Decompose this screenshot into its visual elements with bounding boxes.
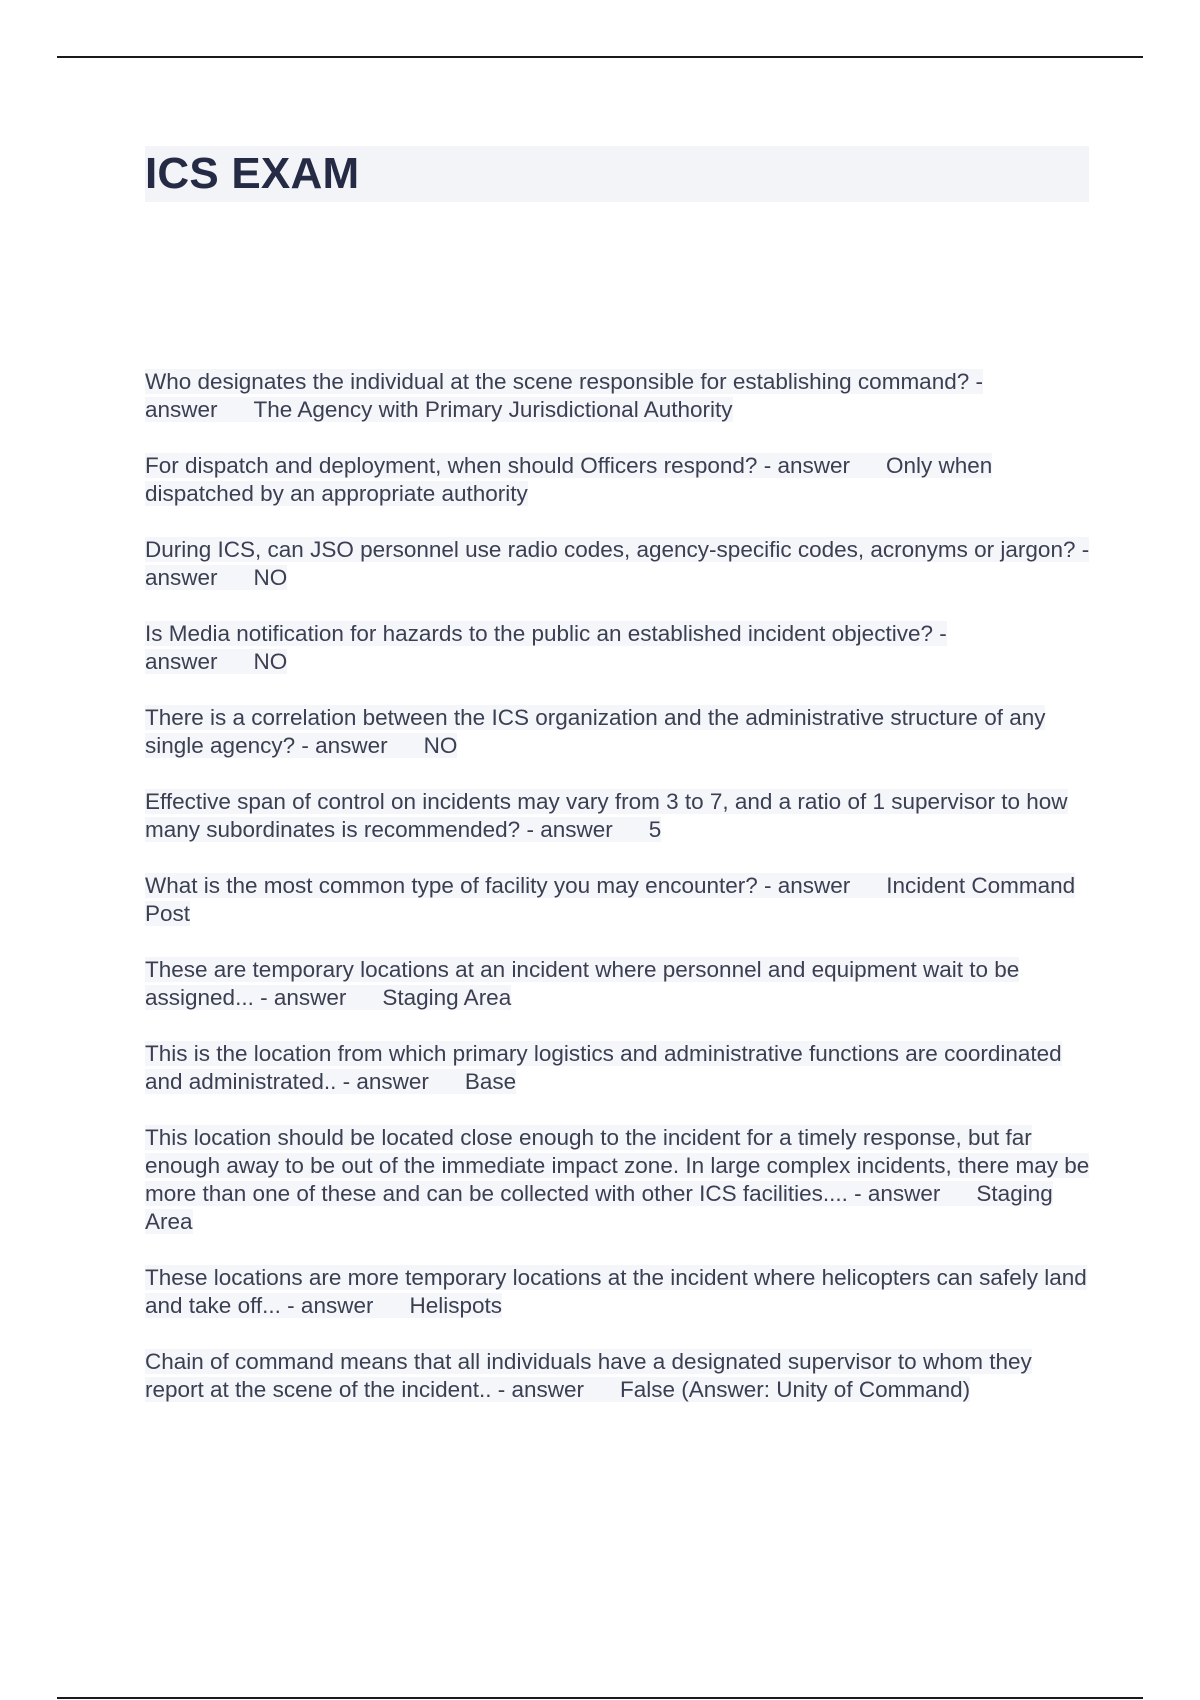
question-text: What is the most common type of facility you may encounter? - answer xyxy=(145,873,851,898)
top-rule xyxy=(57,56,1143,58)
question-text: This location should be located close enough to the incident for a timely response, but far enough away to be out of the immediate impact zone. In large complex incidents, there may be more than one of these and can be collected with other ICS facilities.... - answer xyxy=(145,1125,1090,1206)
question-text: Is Media notification for hazards to the public an established incident objective? - answer xyxy=(145,621,947,674)
qa-item xyxy=(145,1264,1095,1320)
qa-item xyxy=(145,452,1095,508)
answer-text: The Agency with Primary Jurisdictional Authority xyxy=(218,397,733,422)
answer-text: Base xyxy=(429,1069,516,1094)
qa-item xyxy=(145,1040,1095,1096)
answer-text: Only when dispatched by an appropriate authority xyxy=(145,453,993,506)
question-text: For dispatch and deployment, when should Officers respond? - answer xyxy=(145,453,850,478)
answer-text: 5 xyxy=(613,817,662,842)
qa-item xyxy=(145,536,1095,592)
qa-item xyxy=(145,1348,1095,1404)
qa-item xyxy=(145,788,1095,844)
answer-text: Helispots xyxy=(373,1293,502,1318)
answer-text: NO xyxy=(218,649,288,674)
qa-item xyxy=(145,620,1095,676)
answer-text: Staging Area xyxy=(346,985,511,1010)
question-text: These are temporary locations at an incident where personnel and equipment wait to be assigned... - answer xyxy=(145,957,1020,1010)
question-text: Who designates the individual at the scene responsible for establishing command? - answer xyxy=(145,369,983,422)
answer-text: NO xyxy=(388,733,458,758)
question-text: During ICS, can JSO personnel use radio codes, agency-specific codes, acronyms or jargon? - answer xyxy=(145,537,1090,590)
qa-item xyxy=(145,872,1095,928)
answer-text: NO xyxy=(218,565,288,590)
question-text: These locations are more temporary locations at the incident where helicopters can safely land and take off... - answer xyxy=(145,1265,1087,1318)
qa-item xyxy=(145,704,1095,760)
answer-text: Staging Area xyxy=(145,1181,1053,1234)
question-text: Effective span of control on incidents may vary from 3 to 7, and a ratio of 1 supervisor to how many subordinates is recommended? - answer xyxy=(145,789,1068,842)
qa-item xyxy=(145,956,1095,1012)
qa-item xyxy=(145,1124,1095,1236)
question-text: Chain of command means that all individuals have a designated supervisor to whom they report at the scene of the incident.. - answer xyxy=(145,1349,1032,1402)
question-text: This is the location from which primary logistics and administrative functions are coordinated and administrated.. - answer xyxy=(145,1041,1062,1094)
bottom-rule xyxy=(57,1697,1143,1699)
qa-list xyxy=(145,368,1095,1432)
answer-text: False (Answer: Unity of Command) xyxy=(584,1377,970,1402)
question-text: There is a correlation between the ICS organization and the administrative structure of any single agency? - answer xyxy=(145,705,1046,758)
document-title: ICS EXAM xyxy=(145,149,360,198)
qa-item xyxy=(145,368,1095,424)
answer-text: Incident Command Post xyxy=(145,873,1076,926)
